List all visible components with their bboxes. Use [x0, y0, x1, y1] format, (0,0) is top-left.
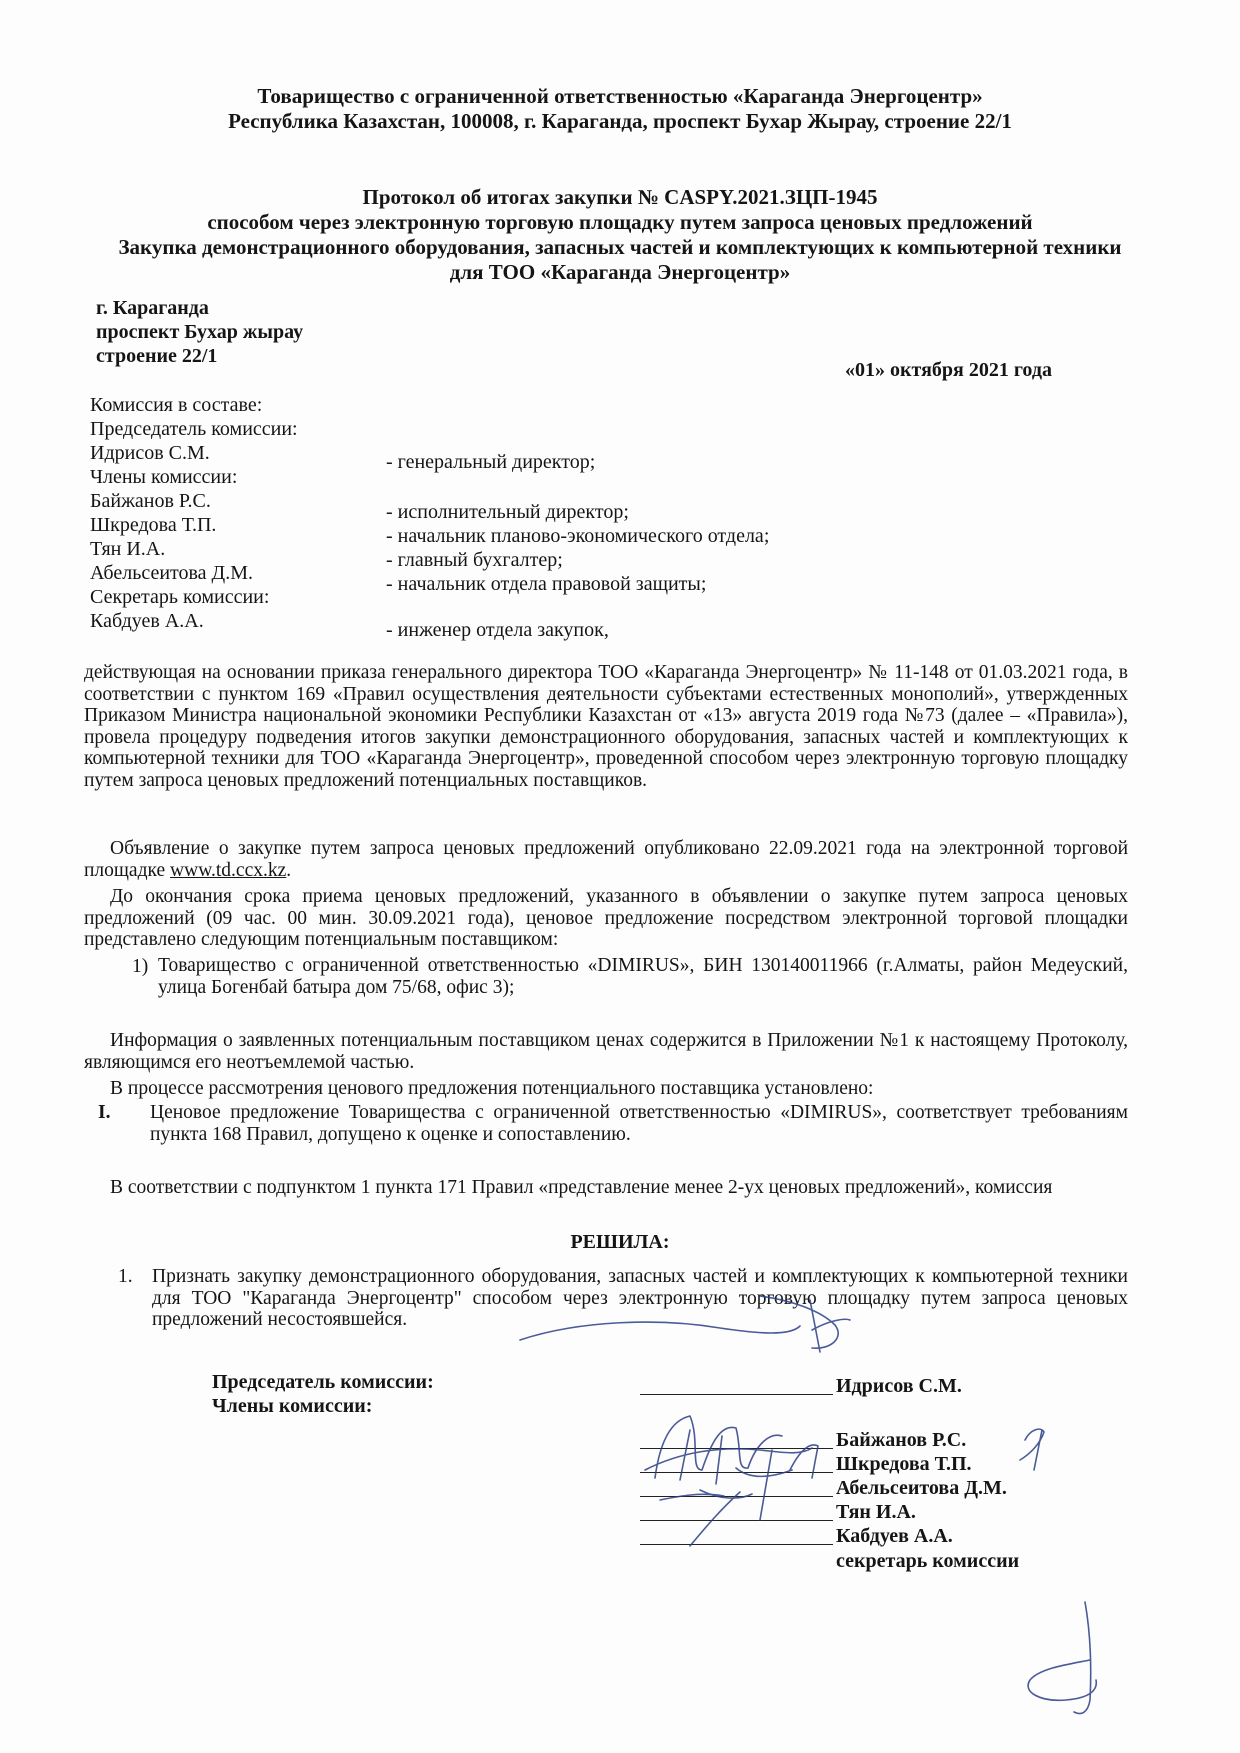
place-city: г. Караганда: [96, 297, 209, 319]
signatory-name: Идрисов С.М.: [836, 1375, 962, 1397]
point-entry: Ценовое предложение Товарищества с ограниченной ответственностью «DIMIRUS», соответствует требованиям пункта 168 Правил, допущено к оценке и сопоставлению.: [150, 1102, 1128, 1145]
review-text: В процессе рассмотрения ценового предложения потенциального поставщика установлено:: [110, 1078, 874, 1099]
protocol-subject: Закупка демонстрационного оборудования, запасных частей и комплектующих к компьютерной техники: [118, 235, 1122, 259]
member-role: - главный бухгалтер;: [386, 549, 563, 571]
member-role: - начальник планово-экономического отдела;: [386, 525, 770, 547]
place-building: строение 22/1: [96, 345, 218, 367]
signature-line: [640, 1520, 833, 1521]
supplier-number: 1): [132, 956, 149, 977]
member-role: - начальник отдела правовой защиты;: [386, 573, 707, 595]
decision-item: Признать закупку демонстрационного оборудования, запасных частей и комплектующих к компьютерной техники для ТОО "Караганда Энергоцентр" способом через электронную торговую площадку путем запроса ценовых предложений несостоявшейся.: [152, 1266, 1128, 1331]
signatory-name: Тян И.А.: [836, 1501, 916, 1523]
member-name: Байжанов Р.С.: [90, 490, 211, 512]
member-name: Тян И.А.: [90, 538, 166, 560]
protocol-method: способом через электронную торговую площадку путем запроса ценовых предложений: [207, 210, 1033, 234]
deadline-text: До окончания срока приема ценовых предложений, указанного в объявлении о закупке путем запроса ценовых предложений (09 час. 00 мин. 30.09.2021 года), ценовое предложение посредством электронной торговой площадки представлено следующим потенциальным поставщиком:: [84, 886, 1128, 951]
signature-line: [640, 1544, 833, 1545]
member-name: Шкредова Т.П.: [90, 514, 217, 536]
announcement-end: .: [286, 859, 292, 881]
signatory-name: Шкредова Т.П.: [836, 1453, 972, 1475]
signature-line: [640, 1472, 833, 1473]
paragraph-basis: действующая на основании приказа генерального директора ТОО «Караганда Энергоцентр» № 11-148 от 01.03.2021 года, в соответствии с пунктом 169 «Правил осуществления деятельности субъектами естественных монополий», утвержденных Приказом Министра национальной экономики Республики Казахстан от «13» августа 2019 года №73 (далее – «Правила»), провела процедуру подведения итогов закупки демонстрационного оборудования, запасных частей и комплектующих к компьютерной техники для ТОО «Караганда Энергоцентр», проведенной способом через электронную торговую площадку путем запроса ценовых предложений потенциальных поставщиков.: [84, 662, 1128, 791]
protocol-title: Протокол об итогах закупки № CASPY.2021.ЗЦП-1945: [362, 185, 878, 209]
chair-label: Председатель комиссии:: [90, 418, 298, 440]
decision-item-number: 1.: [118, 1266, 133, 1287]
paragraph-grounds: [84, 1177, 1128, 1199]
place-street: проспект Бухар жырау: [96, 321, 304, 343]
member-role: - исполнительный директор;: [386, 501, 629, 523]
signature-line: [640, 1394, 833, 1395]
announcement-text: Объявление о закупке путем запроса ценовых предложений опубликовано 22.09.2021 года на электронной торговой площадке: [84, 838, 1128, 881]
signatory-name: Кабдуев А.А.: [836, 1525, 953, 1547]
trading-platform-link[interactable]: www.td.ccx.kz: [170, 859, 287, 881]
org-address: Республика Казахстан, 100008, г. Караганда, проспект Бухар Жырау, строение 22/1: [228, 109, 1012, 133]
decision-heading: РЕШИЛА:: [570, 1231, 670, 1253]
paragraph-review: [84, 1078, 1128, 1100]
secretary-name: Кабдуев А.А.: [90, 610, 204, 632]
paragraph-deadline: [84, 886, 1128, 951]
member-name: Абельсеитова Д.М.: [90, 562, 253, 584]
signature-line: [640, 1448, 833, 1449]
chair-name: Идрисов С.М.: [90, 442, 210, 464]
commission-intro: Комиссия в составе:: [90, 394, 263, 416]
supplier-entry: Товарищество с ограниченной ответственностью «DIMIRUS», БИН 130140011966 (г.Алматы, район Медеуский, улица Богенбай батыра дом 75/68, офис 3);: [158, 955, 1128, 998]
org-name: Товарищество с ограниченной ответственностью «Караганда Энергоцентр»: [257, 84, 983, 108]
secretary-note: секретарь комиссии: [836, 1550, 1020, 1572]
grounds-text: В соответствии с подпунктом 1 пункта 171 Правил «представление менее 2-ух ценовых предложений», комиссия: [110, 1177, 1053, 1198]
sign-chair-label: Председатель комиссии:: [212, 1371, 434, 1393]
protocol-date: «01» октября 2021 года: [845, 359, 1052, 381]
members-label: Члены комиссии:: [90, 466, 238, 488]
sign-members-label: Члены комиссии:: [212, 1395, 373, 1417]
prices-info-text: Информация о заявленных потенциальным поставщиком ценах содержится в Приложении №1 к настоящему Протоколу, являющимся его неотъемлемой частью.: [84, 1030, 1128, 1073]
protocol-customer: для ТОО «Караганда Энергоцентр»: [449, 260, 791, 284]
paragraph-prices-info: [84, 1030, 1128, 1073]
chair-role: - генеральный директор;: [386, 451, 596, 473]
signature-line: [640, 1496, 833, 1497]
paragraph-announcement: [84, 838, 1128, 881]
secretary-label: Секретарь комиссии:: [90, 586, 270, 608]
signatory-name: Абельсеитова Д.М.: [836, 1477, 1007, 1499]
secretary-role: - инженер отдела закупок,: [386, 619, 609, 641]
point-number: I.: [98, 1102, 111, 1123]
signatory-name: Байжанов Р.С.: [836, 1429, 967, 1451]
